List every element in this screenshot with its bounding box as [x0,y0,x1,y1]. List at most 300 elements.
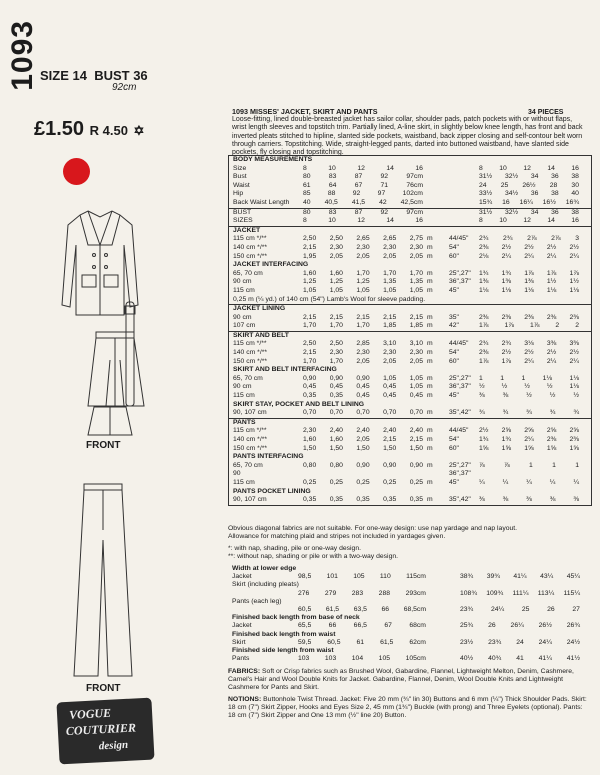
table-row [229,340,591,349]
note-line: **: without nap, shading or pile or with a two-way design. [228,553,399,560]
inch-value: 16 [571,164,579,172]
metric-value: 0,35 [356,496,370,504]
row-metric-values [303,287,427,296]
spacer [430,614,460,622]
vogue-couturier-logo: VOGUE COUTURIER design [56,698,154,765]
row-inch-values [479,261,579,270]
row-inch-values [479,470,579,479]
inch-value: 23½ [460,638,474,646]
inch-value: 2¼ [569,357,579,365]
inch-value: 1⅞ [479,322,489,330]
row-metric-values [303,427,427,436]
table-row [229,383,591,392]
row-width-inches [449,261,479,270]
table-row [229,226,591,236]
row-width-inches [449,305,479,314]
table-row [229,253,591,262]
inch-value: 16 [571,217,579,225]
description-text: Loose-fitting, lined double-breasted jacket has sailor collar, shoulder pads, patch pockets with or without flaps, wrist length sleeves and topstitch trim. Partially lined, A-line skirt, in slightly below knee length, has front and back inverted pleats stitched to hipline, slanted side pockets, waistband, back zipper closing and self-contour belt worn through carriers. Topstitching. Wide, straight-legged pants, darted into buttoned waistband, have slanted side pockets, fly closing and topstitching. [232,116,583,157]
metric-value: 2,05 [356,357,370,365]
metric-value: 2,05 [383,252,397,260]
metric-value: 2,40 [409,427,423,435]
finished-row [228,647,590,655]
inch-value: 1¾ [501,436,512,443]
finished-metric [298,614,430,622]
row-width-inches [449,199,479,208]
finished-row [228,598,590,606]
metric-value: 0,45 [303,383,317,391]
metric-value: 40 [303,198,311,206]
row-inch-values [479,340,579,349]
inch-value: ½ [549,392,556,400]
row-unit: m [427,478,433,486]
metric-value: 2,50 [303,340,317,348]
row-unit: m [427,269,433,277]
metric-value: 80 [303,173,311,181]
metric-value: 1,05 [383,374,397,382]
metric-value: 68cm [409,622,426,630]
spacer [430,647,460,655]
table-row [229,427,591,436]
row-unit: m [427,349,433,357]
row-inch-values [479,479,579,488]
row-label: 90, 107 cm [233,409,267,417]
table-row [229,199,591,208]
inch-value: 2¼ [524,252,534,260]
inch-value: 1⅝ [501,444,512,452]
inch-value: 1 [521,374,526,382]
inch-value: 115¼ [563,589,580,597]
inch-value: 2 [575,322,579,330]
inch-value: 1⅛ [501,286,512,294]
inch-value: 2⅜ [569,436,579,443]
finished-inches [460,639,580,647]
metric-value: 2,30 [409,243,423,251]
row-unit: m [427,444,433,452]
row-unit [427,453,449,462]
inch-value: 23¾ [488,638,502,646]
row-label: 115 cm [233,392,255,400]
row-width-inches [449,488,479,497]
metric-value: 0,25 [409,478,423,486]
row-metric-values [303,488,427,497]
row-width-inches: 54" [449,436,459,443]
metric-value: 88 [327,190,336,198]
row-metric-values [303,261,427,270]
finished-label: Finished side length from waist [232,646,334,654]
metric-value: 1,05 [356,286,370,294]
metric-value: 0,35 [383,496,397,504]
inch-value: 111¼ [512,589,529,597]
inch-value: ½ [501,383,508,391]
inch-value: ⅞ [504,461,510,469]
inch-value: 26¼ [510,622,524,630]
inch-value: 40½ [460,655,474,663]
inch-value: 39¾ [486,573,500,581]
row-metric-values [303,340,427,349]
row-metric-values [303,190,427,199]
inch-value: 2½ [569,243,579,251]
row-unit [427,401,449,410]
metric-value: 0,35 [329,496,343,504]
red-dot-sticker [63,158,90,185]
inch-value: 24½ [566,638,580,646]
inch-value: 1⅞ [479,357,489,365]
row-label: 115 cm [233,286,255,294]
metric-value: 1,60 [303,436,317,443]
inch-value: 2¼ [524,436,534,443]
metric-value: 110 [379,573,391,581]
row-unit [427,209,449,218]
metric-value: 67 [384,622,392,630]
row-inch-values [479,235,579,244]
finished-inches [460,573,580,581]
metric-value: 2,15 [303,313,317,321]
metric-value: 76cm [406,181,423,189]
finished-row [228,614,590,622]
metric-value: 68,5cm [403,605,426,613]
inch-value: 38 [571,208,579,216]
finished-metric [298,573,430,581]
row-label: 140 cm */** [233,349,268,357]
inch-value: 2⅜ [524,313,534,321]
belt-sketch [122,300,138,410]
row-inch-values [479,427,579,436]
row-width-inches: 60" [449,444,459,452]
row-inch-values [479,445,579,454]
inch-value: 2¾ [479,340,489,348]
finished-row [228,639,590,647]
inch-value: 32½ [504,208,519,216]
metric-value: 66 [328,622,337,630]
row-label: JACKET [233,226,261,234]
row-unit [427,261,449,270]
table-row [229,479,591,488]
row-inch-values [479,173,579,182]
finished-row [228,581,590,589]
metric-value: 103 [298,655,310,663]
table-row [229,436,591,445]
row-label: PANTS INTERFACING [233,453,304,461]
inch-value: 38 [571,173,579,181]
finished-inches [460,614,580,622]
finished-inches [460,565,580,573]
row-unit: m [427,436,433,443]
row-label: 65, 70 cm [233,461,263,469]
inch-value: 34 [530,208,539,216]
row-inch-values [479,462,579,471]
inch-value: 1 [479,374,483,382]
inch-value: 27 [572,605,580,613]
metric-value: 1,25 [329,278,343,286]
metric-value: 1,05 [303,286,317,294]
inch-value: 3⅛ [524,340,534,348]
inch-value: ¾ [573,409,579,417]
row-inch-values [479,401,579,410]
finished-label [228,590,298,598]
inch-value: 15¾ [479,198,493,206]
metric-value: 2,40 [383,427,397,435]
metric-value: 283 [351,589,364,597]
metric-value: 85 [303,190,311,198]
inch-value: 1 [500,374,504,382]
metric-value: 61,5 [380,638,394,646]
note-line: Allowance for matching plaid and stripes not included in yardages given. [228,533,446,540]
finished-row [228,631,590,639]
metric-value: 0,25 [383,478,397,486]
metric-value: 1,85 [409,322,423,330]
spacer [430,590,460,598]
finished-inches [460,631,580,639]
inch-value: 10 [499,164,507,172]
metric-value: 66,5 [353,622,367,630]
row-unit [427,190,449,199]
metric-value: 3,10 [409,340,423,348]
inch-value: 31½ [479,173,493,181]
fabrics-label: FABRICS: [228,668,261,675]
row-metric-values [303,392,427,401]
inch-value: 2⅜ [479,243,489,251]
table-row [229,322,591,331]
row-inch-values [479,190,579,199]
inch-value: ½ [524,383,530,391]
row-unit: m [427,392,433,400]
inch-value: 2⅝ [524,427,534,435]
inch-value: 2¼ [501,252,512,260]
row-unit [427,156,449,165]
row-inch-values [479,419,579,428]
row-metric-values [303,314,427,323]
row-metric-values [303,409,427,418]
row-metric-values [303,332,427,341]
metric-value: 2,30 [409,349,423,357]
finished-inches [460,598,580,606]
row-label: 115 cm */** [233,427,267,435]
row-unit: m [427,461,433,469]
inch-value: 1½ [569,278,579,286]
inch-value: 2⅝ [546,427,557,435]
finished-row [228,590,590,598]
row-label: 90 [233,470,241,478]
row-width-inches: 54" [449,349,459,357]
metric-value: 60,5 [327,638,341,646]
metric-value: 97cm [406,173,423,181]
metric-value: 105cm [405,655,426,663]
inch-value: 25 [500,181,509,189]
skirt-back-sketch [78,405,142,437]
metric-value: 2,40 [356,427,370,435]
row-metric-values [303,470,427,479]
metric-value: 2,30 [383,349,397,357]
inch-value: 26½ [522,181,536,189]
inch-value: 1⅞ [546,269,557,277]
row-width-inches [449,366,479,375]
inch-value: 25¾ [460,622,474,630]
row-metric-values [303,445,427,454]
metric-value: 0,90 [356,374,370,382]
inch-value: ⅜ [502,392,509,400]
metric-value: 279 [324,589,337,597]
spacer [430,639,460,647]
row-metric-values [303,419,427,428]
inch-value: 41 [516,655,524,663]
finished-measurements [228,565,590,663]
inch-value: 36 [530,190,539,198]
row-metric-values [303,366,427,375]
metric-value: 1,60 [329,269,343,277]
inch-value: 1⅜ [501,278,512,286]
row-width-inches [449,332,479,341]
finished-row [228,655,590,663]
finished-metric [298,598,430,606]
row-width-inches: 35",42" [449,496,471,504]
metric-value: 12 [357,217,365,225]
table-row [229,366,591,375]
bust-cm: 92cm [112,82,137,93]
finished-metric [298,655,430,663]
metric-value: 2,30 [303,427,317,435]
inch-value: 38 [551,190,559,198]
row-unit: m [427,243,433,251]
metric-value: 8 [303,164,307,172]
metric-value: 115cm [406,573,426,581]
row-metric-values [303,217,427,226]
finished-inches [460,581,580,589]
metric-value: 1,05 [409,383,423,391]
finished-label: Finished back length from base of neck [232,614,360,622]
row-width-inches: 25",27" [449,374,471,382]
row-inch-values [479,182,579,191]
metric-value: 87 [354,208,363,216]
row-label: SKIRT STAY, POCKET AND BELT LINING [233,400,365,408]
row-label: 150 cm */** [233,252,268,260]
row-inch-values [479,227,579,236]
metric-value: 1,50 [409,444,423,452]
inch-value: 2⅝ [569,427,579,435]
row-label: 150 cm */** [233,357,268,365]
row-inch-values [479,332,579,341]
inch-value: 2⅜ [546,313,557,321]
inch-value: ½ [526,392,532,400]
finished-label: Jacket [232,573,252,581]
inch-value: 43¼ [540,573,554,581]
inch-value: ¾ [479,409,485,417]
metric-value: 1,70 [329,357,343,365]
metric-value: 0,45 [383,383,397,391]
row-inch-values [479,305,579,314]
metric-value: 2,05 [356,436,370,443]
finished-row [228,606,590,614]
finished-metric [298,647,430,655]
inch-value: 2⅛ [479,252,489,260]
row-label: 65, 70 cm [233,374,263,382]
row-inch-values [479,209,579,218]
inch-value: 2¼ [546,252,557,260]
inch-value: ¾ [549,409,556,417]
metric-value: 83 [328,208,337,216]
row-inch-values [479,253,579,262]
metric-value: 98,5 [298,573,312,581]
table-row [229,453,591,462]
inch-value: 2½ [501,243,512,251]
row-metric-values [303,322,427,331]
metric-value: 0,35 [303,496,317,504]
metric-value: 2,15 [409,313,423,321]
metric-value: 0,70 [356,409,370,417]
star-icon: ✡ [133,123,145,138]
finished-inches [460,590,580,598]
spacer [430,598,460,606]
row-metric-values [303,462,427,471]
fabrics-notions [228,668,590,720]
row-unit [427,199,449,208]
metric-value: 61,5 [325,605,340,613]
row-metric-values [303,156,427,165]
row-metric-values [303,479,427,488]
inch-value: ½ [479,383,485,391]
row-metric-values [303,199,427,208]
inch-value: ⅜ [479,392,485,400]
pattern-number-vertical: 1093 [6,20,39,91]
inch-value: 2¾ [479,235,489,243]
row-inch-values [479,349,579,358]
inch-value: 1 [529,461,533,469]
row-unit: m [427,409,433,417]
table-row [229,270,591,279]
inch-value: ¾ [502,409,509,417]
metric-value: 1,50 [383,444,397,452]
finished-row [228,565,590,573]
inch-value: 2¼ [524,357,534,365]
inch-value: 32½ [504,173,519,181]
inch-value: 10 [499,217,507,225]
row-width-inches [449,217,479,226]
row-unit [427,227,449,236]
metric-value: 92 [380,173,389,181]
row-label: SKIRT AND BELT [233,331,289,339]
notions-text: Buttonhole Twist Thread. Jacket: Five 20 mm (¾" lin 30) Buttons and 6 mm (¼") Thick Shoulder Pads. Skirt: 18 cm (7") Skirt Zipper, Hooks and Eyes Size 2, 45 mm (1¾") Buckle (with prong) and Three Eyelets (optional). Pants: 18 cm (7") Skirt Zipper and One 13 mm (½" line 20) Button. [228,695,587,720]
metric-value: 1,05 [409,374,423,382]
row-inch-values [479,322,579,331]
metric-value: 2,30 [329,243,343,251]
row-metric-values [303,375,427,384]
inch-value: 25 [521,605,530,613]
inch-value: ⅜ [573,496,579,504]
inch-value: 3 [575,235,579,243]
finished-metric [298,590,430,598]
table-row [229,287,591,296]
metric-value: 0,70 [329,409,343,417]
row-metric-values [303,305,427,314]
row-width-inches: 44/45" [449,427,469,435]
row-unit [427,305,449,314]
finished-row [228,622,590,630]
metric-value: 2,85 [356,340,370,348]
row-label: Back Waist Length [233,198,290,206]
metric-value: 60,5 [298,605,312,613]
row-width-inches: 36",37" [449,470,471,478]
finished-inches [460,606,580,614]
table-row [229,418,591,428]
spacer [430,631,460,639]
metric-value: 97 [377,190,386,198]
finished-label: Skirt (including pleats) [232,581,299,589]
row-inch-values [479,278,579,287]
inch-value: 33½ [479,190,493,198]
row-label: Waist [233,181,250,189]
metric-value: 2,15 [303,243,317,251]
finished-inches [460,622,580,630]
